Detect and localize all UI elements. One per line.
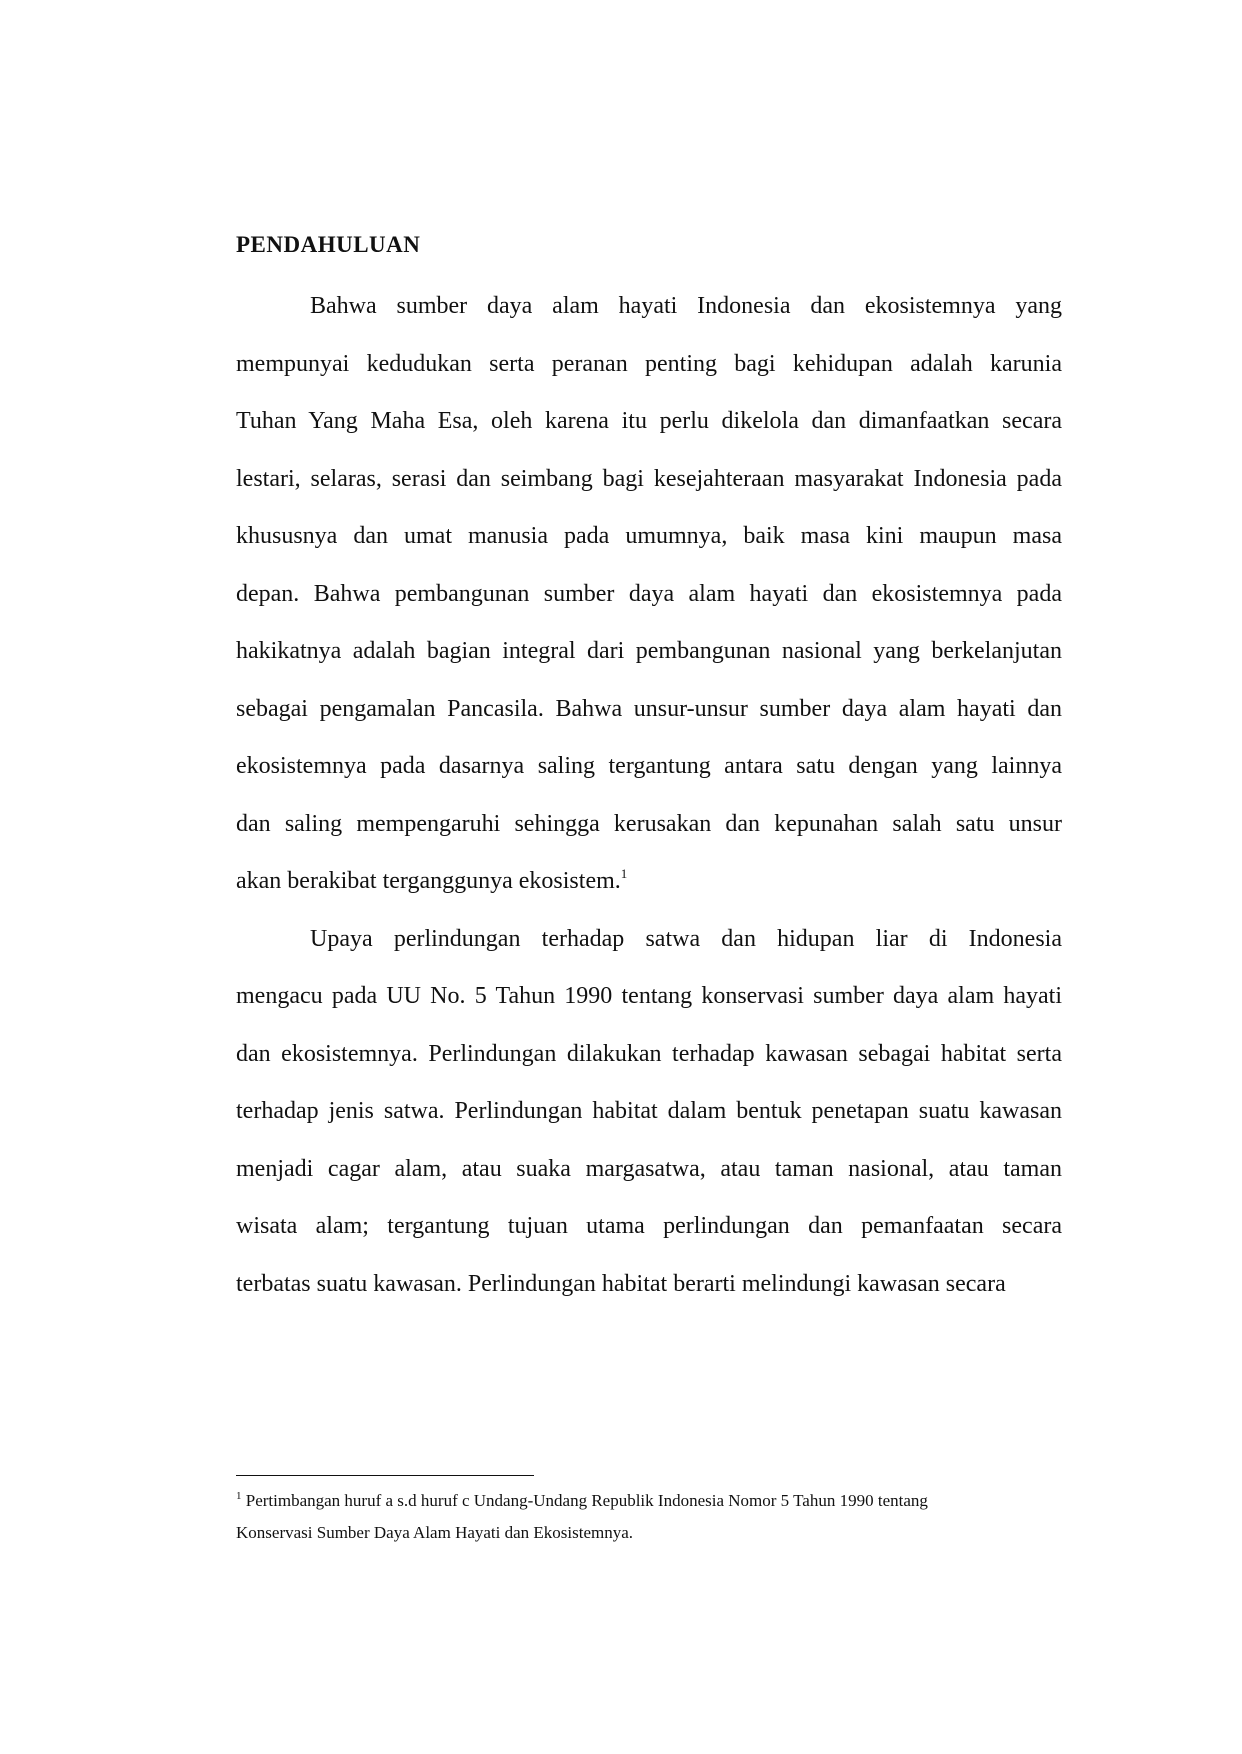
paragraph-line-text: akan berakibat terganggunya ekosistem.	[236, 868, 621, 894]
paragraph-line: dan ekosistemnya. Perlindungan dilakukan terhadap kawasan sebagai habitat serta	[236, 1041, 1062, 1067]
paragraph-line: lestari, selaras, serasi dan seimbang bagi kesejahteraan masyarakat Indonesia pada	[236, 466, 1062, 492]
paragraph-line: Upaya perlindungan terhadap satwa dan hidupan liar di Indonesia	[310, 926, 1062, 952]
paragraph-line: khususnya dan umat manusia pada umumnya, baik masa kini maupun masa	[236, 523, 1062, 549]
footnote-line	[236, 1490, 928, 1512]
footnote-divider	[236, 1475, 534, 1476]
paragraph-line-last	[236, 866, 627, 896]
paragraph-line: dan saling mempengaruhi sehingga kerusakan dan kepunahan salah satu unsur	[236, 811, 1062, 837]
paragraph-line: ekosistemnya pada dasarnya saling tergantung antara satu dengan yang lainnya	[236, 753, 1062, 779]
paragraph-line-last: terbatas suatu kawasan. Perlindungan habitat berarti melindungi kawasan secara	[236, 1271, 1006, 1297]
paragraph-line: mengacu pada UU No. 5 Tahun 1990 tentang konservasi sumber daya alam hayati	[236, 983, 1062, 1009]
paragraph-line: wisata alam; tergantung tujuan utama perlindungan dan pemanfaatan secara	[236, 1213, 1062, 1239]
paragraph-line: menjadi cagar alam, atau suaka margasatwa, atau taman nasional, atau taman	[236, 1156, 1062, 1182]
paragraph-line: Tuhan Yang Maha Esa, oleh karena itu perlu dikelola dan dimanfaatkan secara	[236, 408, 1062, 434]
footnote-number: 1	[236, 1490, 242, 1502]
paragraph-line: sebagai pengamalan Pancasila. Bahwa unsur-unsur sumber daya alam hayati dan	[236, 696, 1062, 722]
paragraph-line: Bahwa sumber daya alam hayati Indonesia dan ekosistemnya yang	[310, 293, 1062, 319]
paragraph-line: depan. Bahwa pembangunan sumber daya alam hayati dan ekosistemnya pada	[236, 581, 1062, 607]
footnote-line: Konservasi Sumber Daya Alam Hayati dan Ekosistemnya.	[236, 1523, 634, 1542]
paragraph-line: mempunyai kedudukan serta peranan penting bagi kehidupan adalah karunia	[236, 351, 1062, 377]
footnote-text: Pertimbangan huruf a s.d huruf c Undang-Undang Republik Indonesia Nomor 5 Tahun 1990 tentang	[245, 1491, 928, 1510]
paragraph-line: terhadap jenis satwa. Perlindungan habitat dalam bentuk penetapan suatu kawasan	[236, 1098, 1062, 1124]
footnote-reference[interactable]: 1	[620, 866, 628, 881]
paragraph-line: hakikatnya adalah bagian integral dari pembangunan nasional yang berkelanjutan	[236, 638, 1062, 664]
section-heading: PENDAHULUAN	[236, 232, 421, 257]
